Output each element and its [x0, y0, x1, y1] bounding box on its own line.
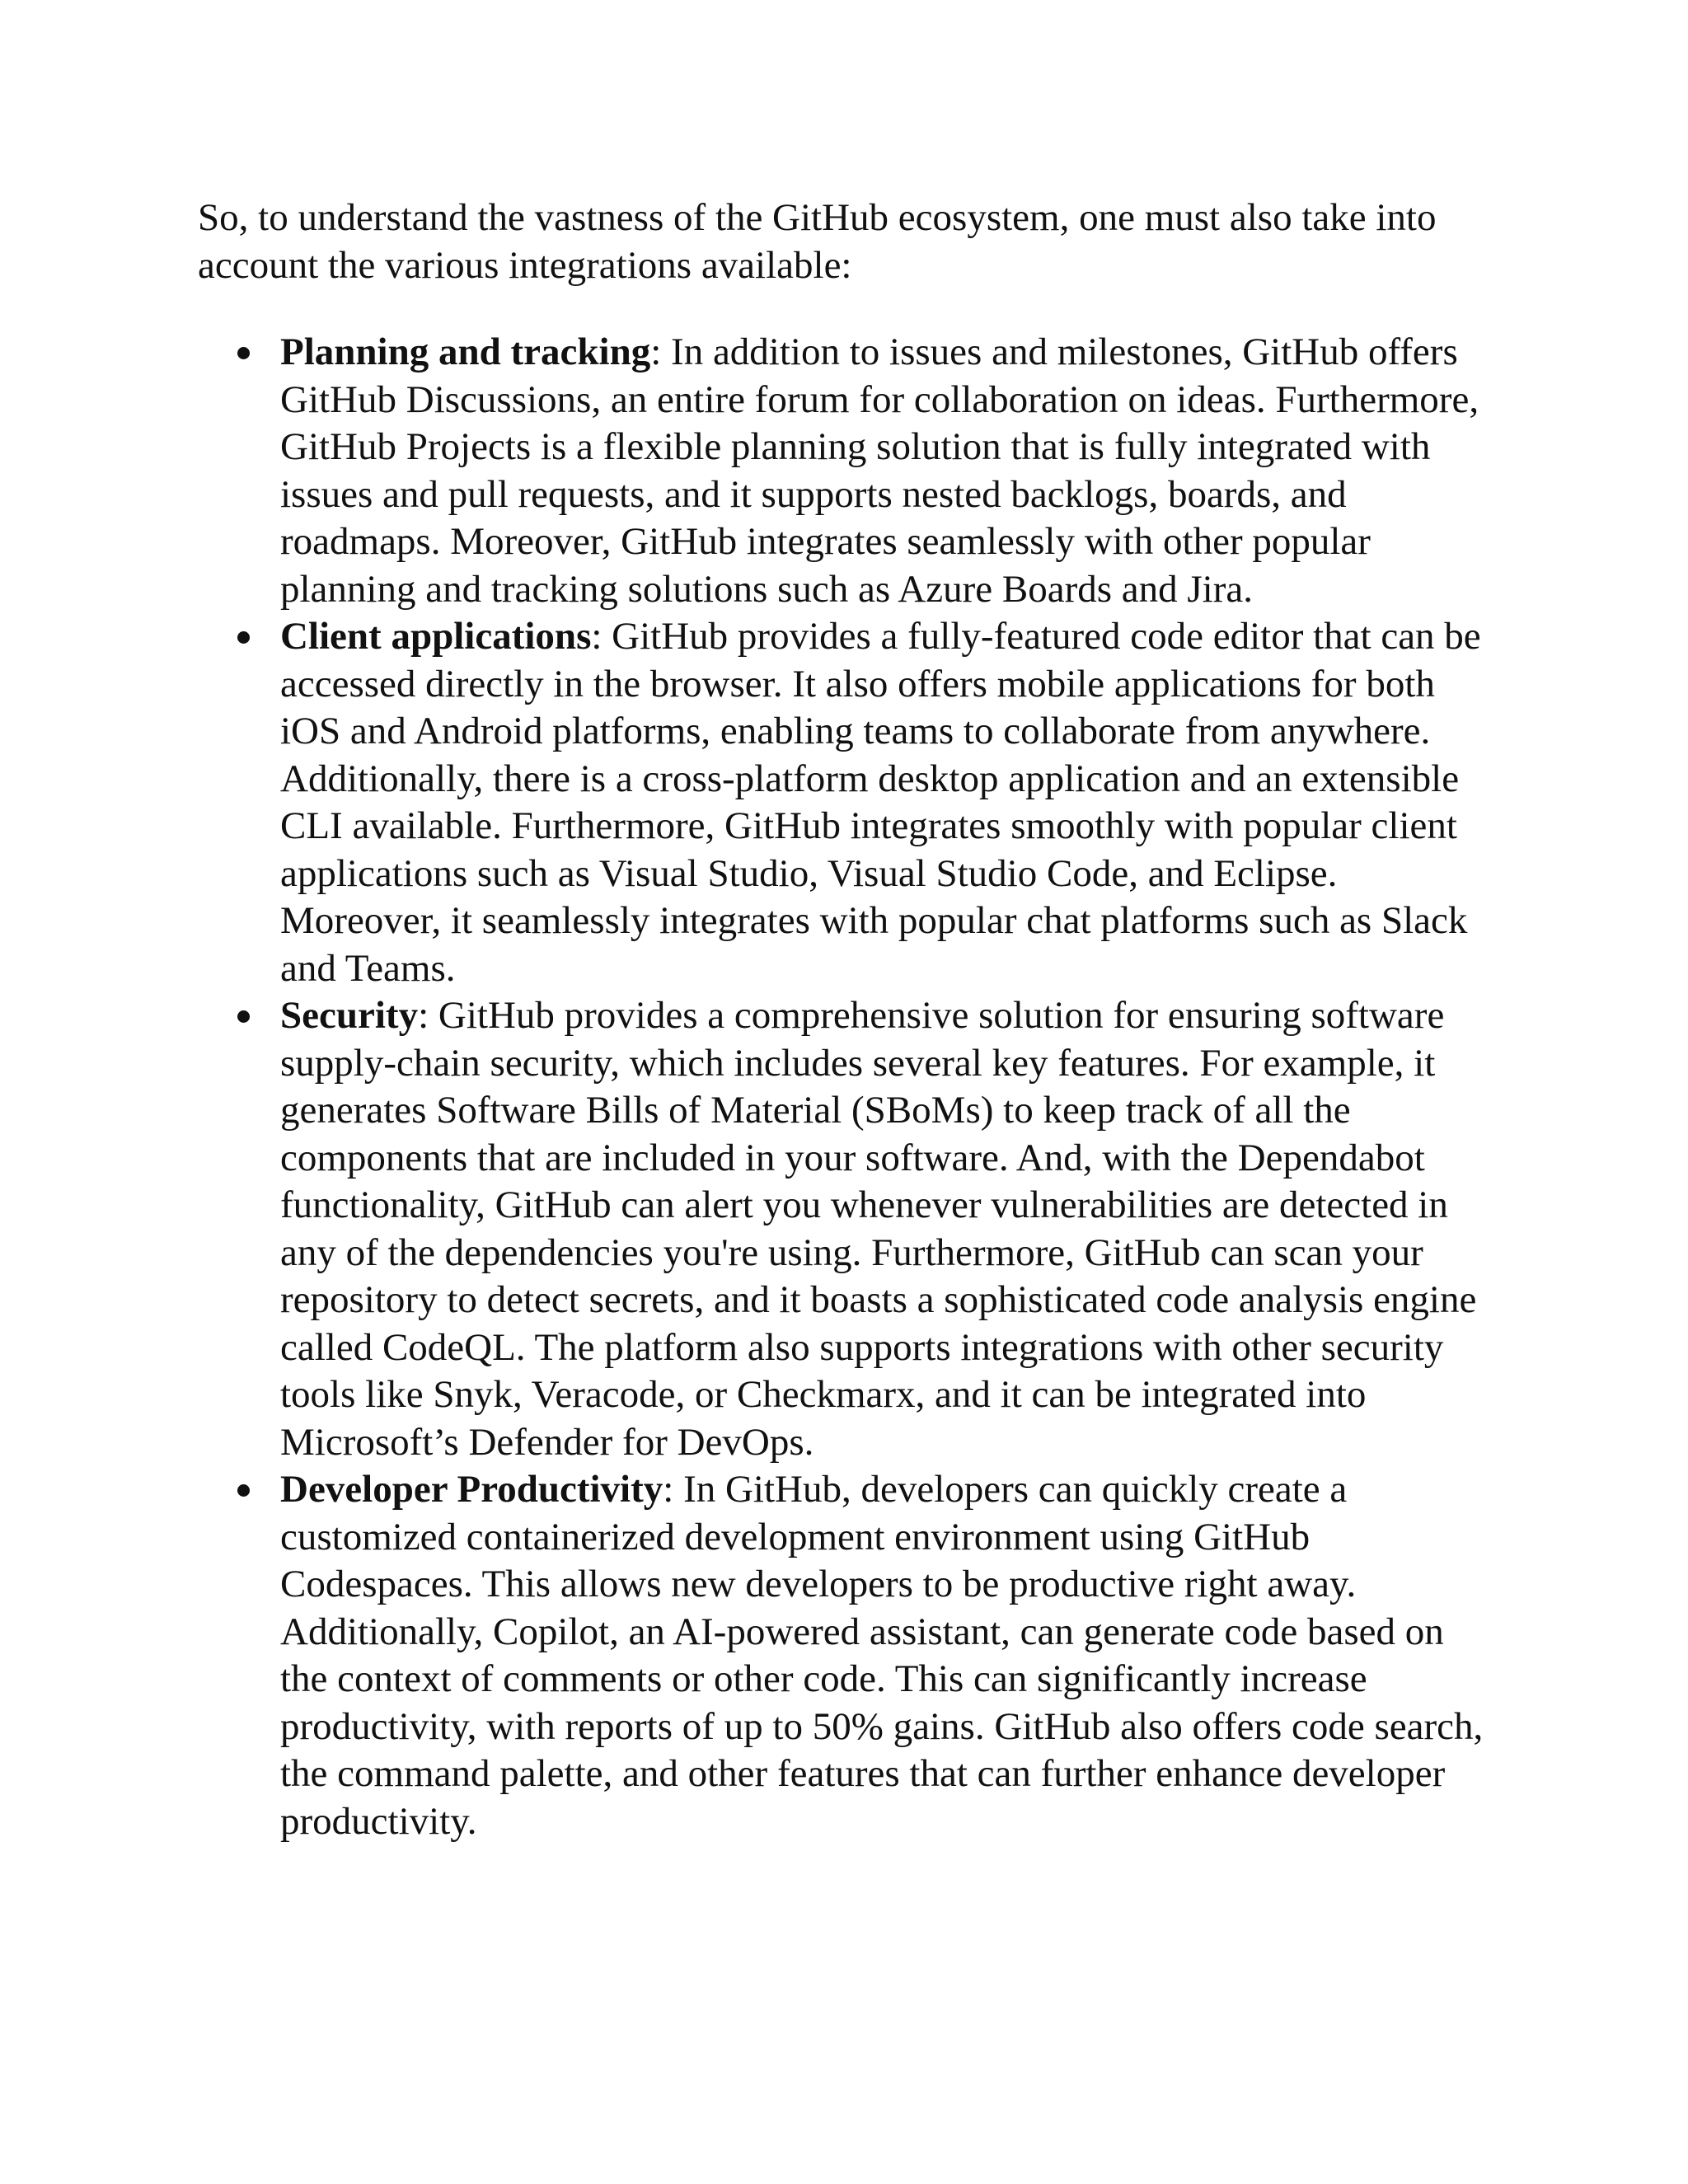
item-term: Security	[280, 994, 419, 1037]
item-separator: :	[418, 994, 429, 1037]
bullet-icon	[237, 631, 250, 644]
list-item-developer-productivity	[198, 1466, 1500, 1845]
document-page	[198, 194, 1500, 1845]
item-text: GitHub provides a fully-featured code editor that can be accessed directly in the browser. It also offers mobile applications for both iOS and Android platforms, enabling teams to collaborate from anywhere. Additionally, there is a cross-platform desktop application and an extensible CLI available. Furthermore, GitHub integrates smoothly with popular client applications such as Visual Studio, Visual Studio Code, and Eclipse. Moreover, it seamlessly integrates with popular chat platforms such as Slack and Teams.	[280, 615, 1481, 990]
item-separator: :	[663, 1468, 674, 1511]
item-text: In GitHub, developers can quickly create a customized containerized development environment using GitHub Codespaces. This allows new developers to be productive right away. Additionally, Copilot, an AI-powered assistant, can generate code based on the context of comments or other code. This can significantly increase productivity, with reports of up to 50% gains. GitHub also offers code search, the command palette, and other features that can further enhance developer productivity.	[280, 1468, 1484, 1843]
item-term: Planning and tracking	[280, 330, 651, 373]
item-separator: :	[591, 615, 603, 658]
list-item-planning-tracking	[198, 329, 1500, 613]
item-term: Client applications	[280, 615, 592, 658]
item-separator: :	[650, 330, 662, 373]
bullet-icon	[237, 1010, 250, 1023]
item-text: In addition to issues and milestones, GitHub offers GitHub Discussions, an entire forum for collaboration on ideas. Furthermore, GitHub Projects is a flexible planning solution that is fully integrated with issues and pull requests, and it supports nested backlogs, boards, and roadmaps. Moreover, GitHub integrates seamlessly with other popular planning and tracking solutions such as Azure Boards and Jira.	[280, 330, 1479, 611]
bullet-icon	[237, 347, 250, 359]
bullet-icon	[237, 1484, 250, 1497]
integrations-list	[198, 329, 1500, 1845]
item-text: GitHub provides a comprehensive solution for ensuring software supply-chain security, which includes several key features. For example, it generates Software Bills of Material (SBoMs) to keep track of all the components that are included in your software. And, with the Dependabot functionality, GitHub can alert you whenever vulnerabilities are detected in any of the dependencies you're using. Furthermore, GitHub can scan your repository to detect secrets, and it boasts a sophisticated code analysis engine called CodeQL. The platform also supports integrations with other security tools like Snyk, Veracode, or Checkmarx, and it can be integrated into Microsoft’s Defender for DevOps.	[280, 994, 1477, 1464]
list-item-security	[198, 992, 1500, 1466]
item-term: Developer Productivity	[280, 1468, 663, 1511]
list-item-client-applications	[198, 613, 1500, 992]
intro-paragraph: So, to understand the vastness of the GitHub ecosystem, one must also take into account the various integrations available:	[198, 196, 1437, 287]
